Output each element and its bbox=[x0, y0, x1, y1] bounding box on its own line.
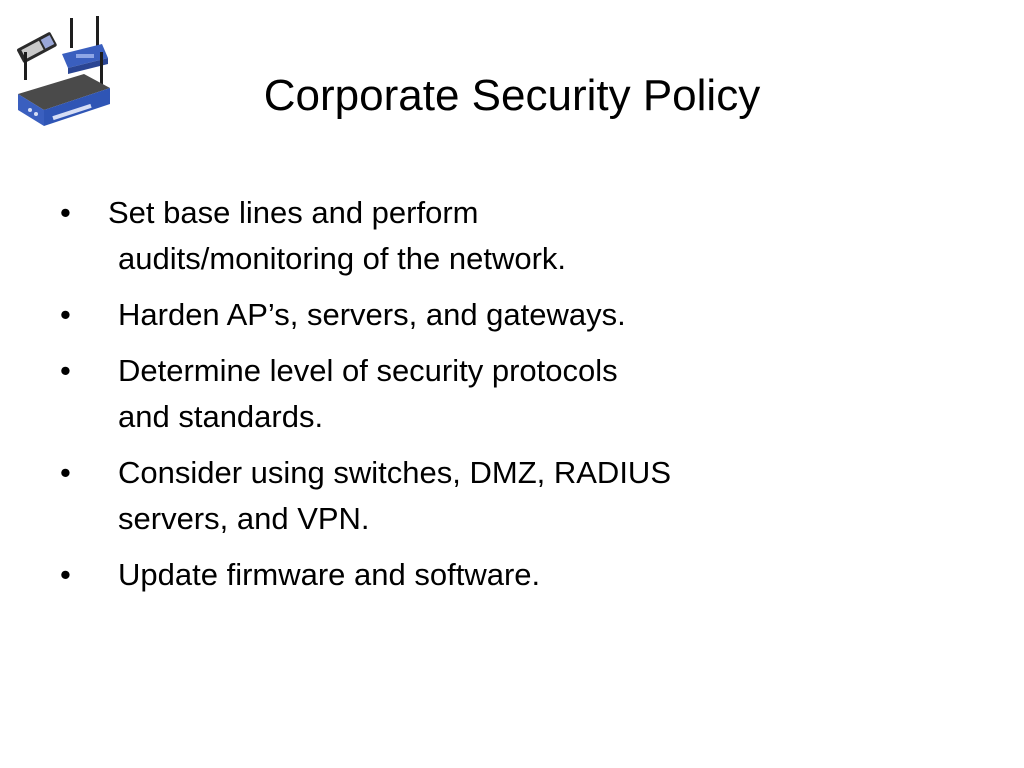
bullet-text: Determine level of security protocols and standards. bbox=[118, 353, 618, 434]
bullet-text-line: Set base lines and perform bbox=[108, 195, 479, 230]
list-item bbox=[60, 292, 780, 338]
slide-title: Corporate Security Policy bbox=[263, 71, 761, 120]
bullet-text bbox=[60, 190, 780, 282]
bullet-text: Update firmware and software. bbox=[118, 557, 541, 592]
list-item bbox=[60, 348, 780, 440]
bullet-text: Consider using switches, DMZ, RADIUS servers, and VPN. bbox=[118, 455, 671, 536]
bullet-list bbox=[60, 190, 780, 608]
bullet-text-line: audits/monitoring of the network. bbox=[118, 241, 567, 276]
list-item bbox=[60, 450, 780, 542]
bullet-dot: • bbox=[60, 353, 71, 388]
list-item bbox=[60, 190, 780, 282]
list-item bbox=[60, 552, 780, 598]
bullet-text: Harden AP’s, servers, and gateways. bbox=[118, 297, 626, 332]
bullet-dot: • bbox=[60, 297, 71, 332]
bullet-dot: • bbox=[60, 195, 71, 230]
bullet-dot: • bbox=[60, 557, 71, 592]
bullet-dot: • bbox=[60, 455, 71, 490]
